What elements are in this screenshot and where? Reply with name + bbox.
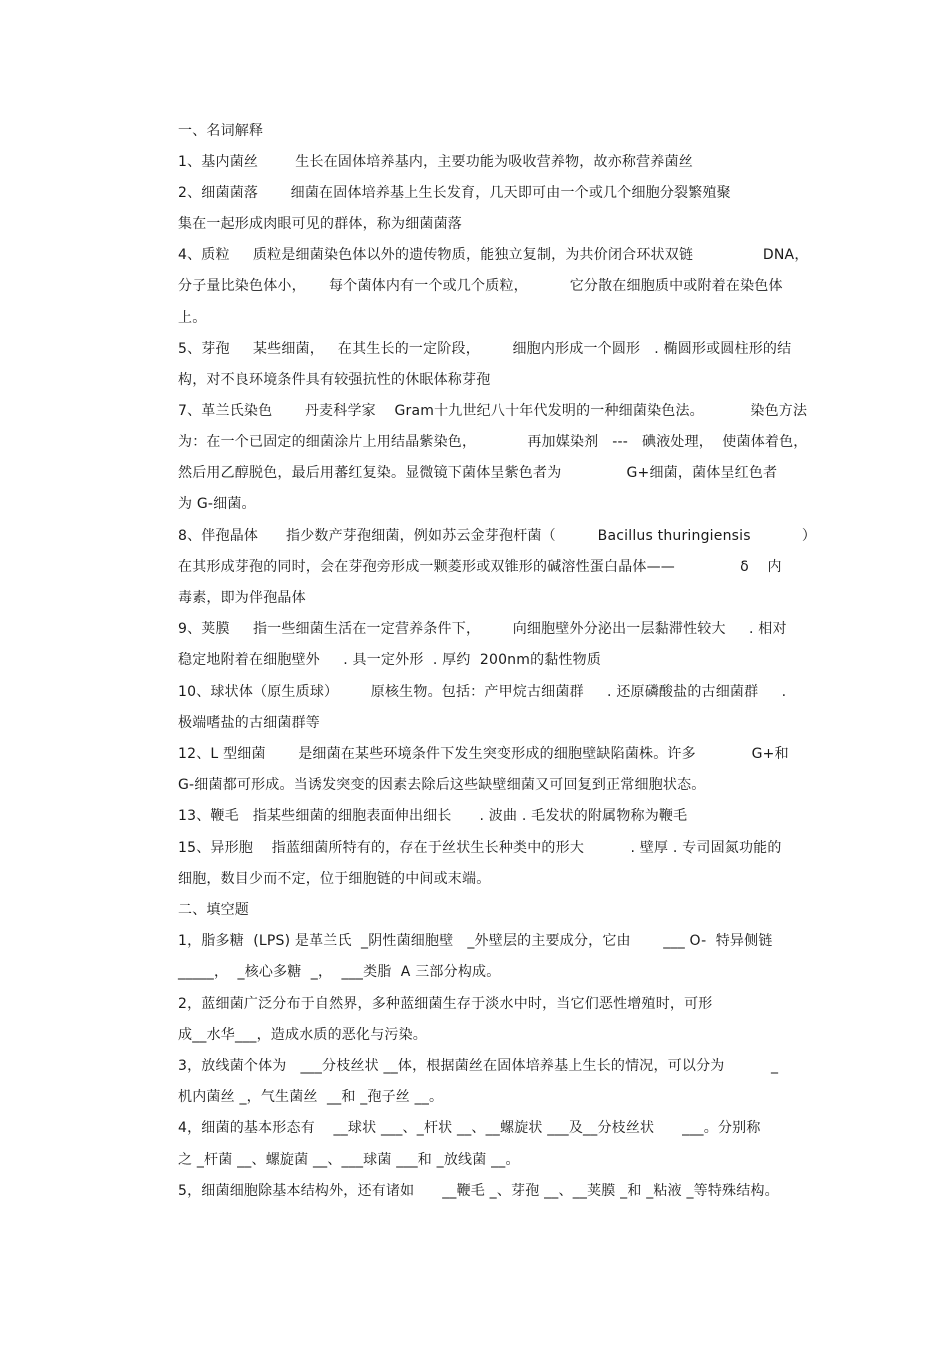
text-line: 2、细菌菌落 细菌在固体培养基上生长发育，几天即可由一个或几个细胞分裂繁殖聚 [178,185,731,201]
text-line: 机内菌丝 _，气生菌丝 __和 _孢子丝 __。 [178,1089,444,1105]
text-line: 稳定地附着在细胞壁外 . 具一定外形 . 厚约 200nm的黏性物质 [178,652,602,668]
text-line: 毒素，即为伴孢晶体 [178,590,306,606]
text-line: G-细菌都可形成。当诱发突变的因素去除后这些缺壁细菌又可回复到正常细胞状态。 [178,777,706,793]
text-line: 5、芽孢 某些细菌， 在其生长的一定阶段， 细胞内形成一个圆形 . 椭圆形或圆柱形的结 [178,341,792,357]
text-line: 细胞，数目少而不定，位于细胞链的中间或末端。 [178,871,491,887]
text-line: 5，细菌细胞除基本结构外，还有诸如 __鞭毛 _、芽孢 __、__荚膜 _和 _粘液 _等特殊结构。 [178,1183,779,1199]
section-heading-definitions: 一、名词解释 [178,123,264,139]
text-line: _____， _核心多糖 _， ___类脂 A 三部分构成。 [178,964,501,980]
text-line: 13、鞭毛 指某些细菌的细胞表面伸出细长 . 波曲 . 毛发状的附属物称为鞭毛 [178,808,688,824]
text-line: 1，脂多糖 (LPS) 是革兰氏 _阴性菌细胞壁 _外壁层的主要成分，它由 ___ O- 特异侧链 [178,933,773,949]
text-line: 12、L 型细菌 是细菌在某些环境条件下发生突变形成的细胞壁缺陷菌株。许多 G+和 [178,746,789,762]
text-line: 15、异形胞 指蓝细菌所特有的，存在于丝状生长种类中的形大 . 壁厚 . 专司固氮功能的 [178,840,782,856]
text-line: 1、基内菌丝 生长在固体培养基内，主要功能为吸收营养物，故亦称营养菌丝 [178,154,693,170]
text-line: 为 G-细菌。 [178,496,256,512]
text-line: 3，放线菌个体为 ___分枝丝状 __体，根据菌丝在固体培养基上生长的情况，可以分为 _ [178,1058,779,1074]
text-line: 在其形成芽孢的同时，会在芽孢旁形成一颗菱形或双锥形的碱溶性蛋白晶体—— δ 内 [178,559,782,575]
text-line: 为：在一个已固定的细菌涂片上用结晶紫染色， 再加媒染剂 --- 碘液处理， 使菌体着色， [178,434,808,450]
text-line: 然后用乙醇脱色，最后用蕃红复染。显微镜下菌体呈紫色者为 G+细菌，菌体呈红色者 [178,465,778,481]
text-line: 4、质粒 质粒是细菌染色体以外的遗传物质，能独立复制，为共价闭合环状双链 DNA， [178,247,809,263]
text-line: 9、荚膜 指一些细菌生活在一定营养条件下， 向细胞壁外分泌出一层黏滞性较大 . 相对 [178,621,787,637]
text-line: 8、伴孢晶体 指少数产芽孢细菌，例如苏云金芽孢杆菌（ Bacillus thuringiensis ） [178,528,817,544]
text-line: 成__水华___，造成水质的恶化与污染。 [178,1027,427,1043]
section-heading-fill-in: 二、填空题 [178,902,249,918]
text-line: 10、球状体（原生质球） 原核生物。包括：产甲烷古细菌群 . 还原磷酸盐的古细菌群 . [178,684,787,700]
text-line: 7、革兰氏染色 丹麦科学家 Gram十九世纪八十年代发明的一种细菌染色法。 染色方法 [178,403,808,419]
text-line: 上。 [178,310,207,326]
text-line: 集在一起形成肉眼可见的群体，称为细菌菌落 [178,216,462,232]
text-line: 极端嗜盐的古细菌群等 [178,715,320,731]
text-line: 之 _杆菌 __、螺旋菌 __、___球菌 ___和 _放线菌 __。 [178,1152,520,1168]
text-line: 分子量比染色体小， 每个菌体内有一个或几个质粒， 它分散在细胞质中或附着在染色体 [178,278,783,294]
text-line: 4，细菌的基本形态有 __球状 ___、_杆状 __、__螺旋状 ___及__分枝丝状 ___。分别称 [178,1120,761,1136]
text-line: 构，对不良环境条件具有较强抗性的休眠体称芽孢 [178,372,491,388]
text-line: 2，蓝细菌广泛分布于自然界，多种蓝细菌生存于淡水中时，当它们恶性增殖时，可形 [178,996,713,1012]
